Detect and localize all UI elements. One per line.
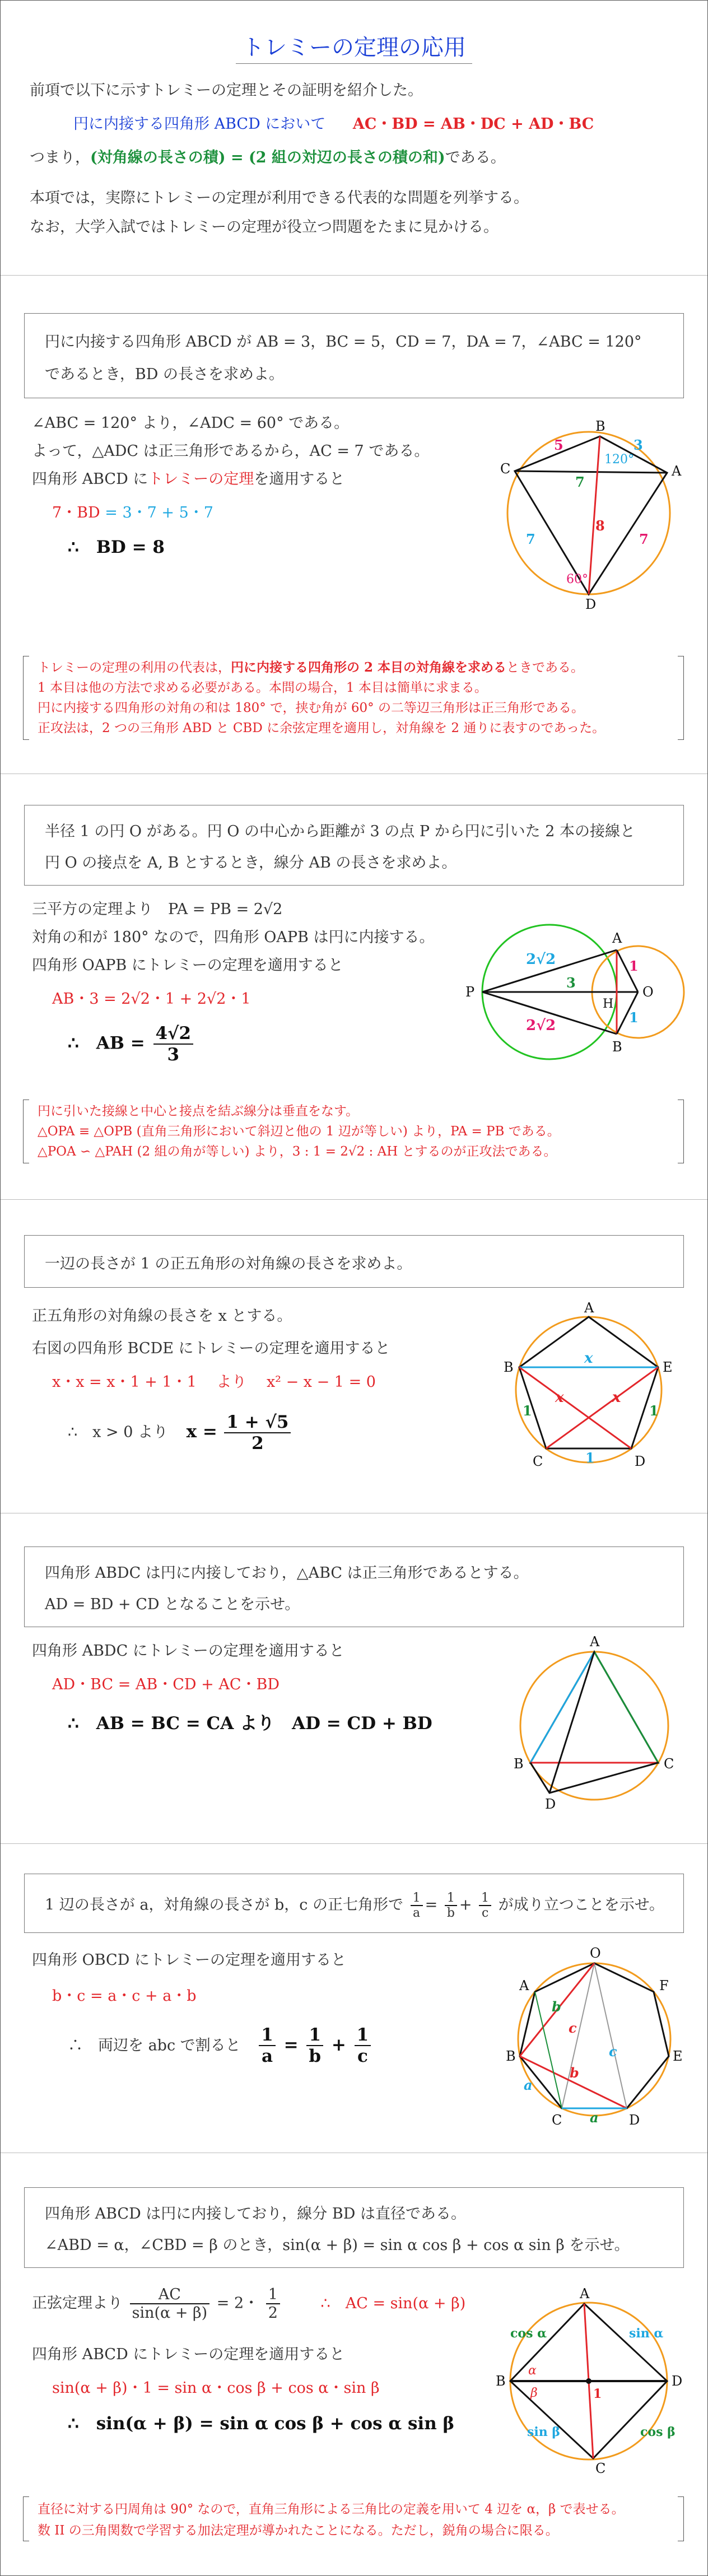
p5-answer-frac-c: $\frac{1}{c}$ [355, 2025, 371, 2066]
p2-note-line3: △POA ∽ △PAH (2 組の角が等しい) より，3 : 1 = 2√2 : AH とするのが正攻法である。 [38, 1144, 557, 1159]
problem2-box [24, 805, 684, 886]
p6-step1-mid: = 2・ [216, 2294, 259, 2312]
p2-answer-num: 4√2 [153, 1023, 194, 1045]
p1-len-ac: 7 [575, 474, 585, 490]
p3-label-x-ce: x [612, 1389, 621, 1406]
p1-step1: ∠ABC = 120° より，∠ADC = 60° である。 [32, 414, 350, 432]
p6-step1-den: sin(α + β) [132, 2304, 208, 2322]
p1-label-d: D [585, 597, 597, 612]
p3-answer-fraction [224, 1412, 291, 1454]
p1-label-c: C [500, 461, 511, 477]
problem1-q2: であるとき，BD の長さを求めよ。 [45, 366, 284, 383]
note-bracket-right [678, 2496, 684, 2541]
p5-equation [52, 1983, 197, 2005]
p6-label-d: D [672, 2373, 683, 2389]
p6-label-alpha: α [528, 2364, 537, 2378]
p1-eq-right: = 3・7 + 5・7 [100, 504, 213, 521]
problem1-q1: 円に内接する四角形 ABCD が AB = 3，BC = 5，CD = 7，DA = 7，∠ABC = 120° [45, 333, 642, 351]
p2-label-b: B [612, 1039, 622, 1055]
p2-answer-den: 3 [167, 1045, 180, 1065]
p3-len-de: 1 [649, 1403, 659, 1419]
p5-len-a2: a [590, 2109, 599, 2126]
p4-label-c: C [664, 1756, 674, 1772]
p5-answer-prefix: ∴ 両辺を abc で割ると [68, 2037, 241, 2055]
p3-label-x-be: x [584, 1350, 593, 1367]
p3-answer-num: 1 + √5 [224, 1412, 291, 1433]
p1-figure [471, 415, 684, 612]
p3-label-b: B [504, 1359, 514, 1375]
p1-len-bd: 8 [595, 518, 605, 534]
p5-label-o: O [590, 1945, 601, 1961]
p6-label-cos-a: cos α [510, 2326, 547, 2341]
p1-len-cd: 7 [526, 531, 535, 547]
p1-label-b: B [595, 418, 605, 434]
p3-equation [52, 1369, 376, 1391]
p6-eq: sin(α + β)・1 = sin α・cos β + cos α・sin β [52, 2379, 380, 2397]
p3-step2: 右図の四角形 BCDE にトレミーの定理を適用すると [32, 1340, 390, 1357]
p1-len-bc: 5 [554, 437, 563, 453]
p5-figure [505, 1944, 690, 2129]
p2-label-a: A [612, 930, 622, 946]
p2-equation [52, 986, 251, 1008]
p4-label-d: D [545, 1796, 556, 1812]
p2-answer-prefix: ∴ AB = [68, 1033, 145, 1054]
problem3-box [24, 1235, 684, 1288]
p4-answer: ∴ AB = BC = CA より AD = CD + BD [68, 1713, 432, 1734]
p1-step3-red: トレミーの定理 [148, 471, 254, 488]
p1-diagonal-ac [515, 471, 667, 473]
p6-label-one: 1 [593, 2387, 602, 2401]
p3-len-cd: 1 [585, 1450, 595, 1466]
p6-center-dot [586, 2378, 591, 2384]
p2-label-h: H [603, 997, 614, 1011]
problem4-box [24, 1546, 684, 1627]
p2-note-line1: 円に引いた接線と中心と接点を結ぶ線分は垂直をなす。 [38, 1104, 359, 1119]
p2-step2: 対角の和が 180° なので，四角形 OAPB は円に内接する。 [32, 929, 435, 946]
p1-len-ab: 3 [634, 437, 643, 453]
p5-q-frac-b: $\frac{1}{b}$ [445, 1891, 457, 1920]
p2-answer-fraction [153, 1023, 194, 1065]
p2-len-oa: 1 [629, 958, 639, 974]
page-title: トレミーの定理の応用 [242, 35, 466, 60]
ptolemy-formula: AC・BD = AB・DC + AD・BC [352, 115, 594, 133]
problem6-q1: 四角形 ABCD は円に内接しており，線分 BD は直径である。 [45, 2205, 466, 2223]
p5-label-b: B [506, 2048, 516, 2064]
problem6-q2: ∠ABD = α，∠CBD = β のとき，sin(α + β) = sin α cos β + cos α sin β を示せ。 [45, 2237, 630, 2254]
p2-note [23, 1100, 684, 1163]
p4-path-bdc [530, 1763, 658, 1793]
p6-label-cos-b: cos β [640, 2425, 676, 2439]
p5-label-c: C [552, 2112, 562, 2128]
p1-label-a: A [672, 463, 682, 479]
p3-answer-prefix: ∴ x > 0 より [68, 1423, 168, 1441]
intro-line5: なお，大学入試ではトレミーの定理が役立つ問題をたまに見かける。 [30, 218, 499, 236]
p3-diagonal-bd [519, 1367, 631, 1448]
problem5-box [24, 1874, 684, 1933]
note-bracket-right [678, 1100, 684, 1163]
intro-line4: 本項では，実際にトレミーの定理が利用できる代表的な問題を列挙する。 [30, 189, 529, 207]
p6-label-beta: β [530, 2386, 538, 2400]
p6-step1-result: ∴ AC = sin(α + β) [320, 2294, 466, 2312]
p6-answer: ∴ sin(α + β) = sin α cos β + cos α sin β [68, 2414, 455, 2434]
problem4-q1: 四角形 ABDC は円に内接しており，△ABC は正三角形であるとする。 [45, 1564, 529, 1582]
p4-triangle [530, 1652, 658, 1763]
separator [1, 1199, 707, 1200]
p1-step3-prefix: 四角形 ABCD に [32, 471, 148, 488]
p1-step2: よって，△ADC は正三角形であるから，AC = 7 である。 [32, 442, 430, 460]
p4-label-a: A [590, 1634, 600, 1650]
p6-label-c: C [595, 2461, 606, 2476]
p6-step1-half: $\frac{1}{2}$ [266, 2286, 280, 2322]
p5-q-frac-a: $\frac{1}{a}$ [411, 1891, 423, 1920]
p1-circle [507, 432, 670, 594]
p6-step1-prefix: 正弦定理より [32, 2294, 123, 2312]
note-bracket-left [23, 2496, 29, 2541]
p1-step3 [32, 467, 344, 488]
p4-equation [52, 1672, 280, 1694]
p2-step3: 四角形 OAPB にトレミーの定理を適用すると [32, 957, 343, 974]
p2-len-po: 3 [566, 975, 576, 991]
p6-note-line1: 直径に対する円周角は 90° なので，直角三角形による三角比の定義を用いて 4 辺を α，β で表せる。 [38, 2502, 625, 2517]
p1-note-line2: 1 本目は他の方法で求める必要がある。本問の場合，1 本目は簡単に求まる。 [38, 681, 487, 695]
p1-note-suffix: ときである。 [506, 660, 584, 675]
p3-answer [68, 1412, 293, 1454]
p6-step2: 四角形 ABCD にトレミーの定理を適用すると [32, 2346, 345, 2363]
problem1-box [24, 313, 684, 398]
p5-len-c2: c [609, 2043, 617, 2060]
p6-label-sin-a: sin α [629, 2326, 664, 2341]
p4-eq: AD・BC = AB・CD + AC・BD [52, 1676, 280, 1693]
problem5-q: 1 辺の長さが a，対角線の長さが b，c の正七角形で $\frac{1}{a}$ = $\frac{1}{b}$ + $\frac{1}{c}$ が成り立つことを示せ。 [45, 1891, 664, 1920]
p2-answer [68, 1023, 195, 1065]
p6-note [23, 2496, 684, 2541]
p4-segment-ad [549, 1652, 594, 1793]
p3-step1: 正五角形の対角線の長さを x とする。 [32, 1307, 292, 1325]
p2-label-o: O [642, 984, 654, 1000]
problem2-q1: 半径 1 の円 O がある。円 O の中心から距離が 3 の点 P から円に引いた 2 本の接線と [45, 823, 635, 840]
p1-note-line3: 円に内接する四角形の対角の和は 180° で，挟む角が 60° の二等辺三角形は正三角形である。 [38, 701, 584, 715]
p6-note-line2: 数 II の三角関数で学習する加法定理が導かれたことになる。ただし，鋭角の場合に限る。 [38, 2523, 558, 2538]
separator [1, 275, 707, 276]
intro-line1: 前項で以下に示すトレミーの定理とその証明を紹介した。 [30, 82, 423, 99]
intro-line2 [73, 111, 594, 133]
p5-diag-od [594, 1963, 627, 2108]
problem4-q2: AD = BD + CD となることを示せ。 [45, 1596, 300, 1613]
p3-label-e: E [663, 1359, 673, 1375]
p3-len-bc: 1 [523, 1403, 532, 1419]
note-bracket-left [23, 1100, 29, 1163]
intro-line3-bold: (対角線の長さの積) = (2 組の対辺の長さの積の和) [90, 149, 445, 166]
p1-len-da: 7 [639, 531, 649, 547]
p5-len-a1: a [524, 2077, 533, 2093]
p6-step1 [32, 2286, 465, 2322]
intro-line3-prefix: つまり， [30, 149, 90, 166]
p3-answer-den: 2 [251, 1433, 264, 1454]
problem6-box [24, 2187, 684, 2268]
p5-answer-formula: $\frac{1}{a}$ = $\frac{1}{b}$ + $\frac{1}{c}$ [257, 2035, 373, 2055]
p3-label-d: D [635, 1454, 646, 1469]
p1-equation [52, 500, 213, 522]
p3-label-c: C [533, 1454, 543, 1469]
p5-answer [68, 2025, 373, 2066]
p1-note-line1 [38, 657, 584, 676]
p4-step1: 四角形 ABDC にトレミーの定理を適用すると [32, 1642, 344, 1660]
intro-line3 [30, 145, 506, 167]
p2-note-line2: △OPA ≡ △OPB (直角三角形において斜辺と他の 1 辺が等しい) より，PA = PB である。 [38, 1124, 560, 1139]
p1-answer: ∴ BD = 8 [68, 537, 165, 557]
p1-note-line4: 正攻法は，2 つの三角形 ABD と CBD に余弦定理を適用し，対角線を 2 通りに表すのであった。 [38, 721, 605, 735]
p2-len-pa: 2√2 [526, 951, 556, 968]
p5-len-c1: c [569, 2020, 577, 2036]
p6-label-sin-b: sin β [527, 2425, 561, 2439]
title-rule [236, 63, 472, 64]
p4-circle [520, 1652, 668, 1800]
p5-len-b1: b [552, 1999, 561, 2015]
p6-figure [493, 2286, 695, 2476]
p5-q-frac-c: $\frac{1}{c}$ [479, 1891, 491, 1920]
p1-step3-suffix: を適用すると [254, 471, 345, 488]
p5-label-d: D [629, 2112, 640, 2128]
p1-note-prefix: トレミーの定理の利用の代表は， [38, 660, 231, 675]
p1-diagonal-bd [589, 436, 600, 594]
p6-label-a: A [580, 2286, 590, 2302]
p5-answer-frac-b: $\frac{1}{b}$ [306, 2025, 323, 2066]
p4-figure [493, 1631, 684, 1821]
p2-eq: AB・3 = 2√2・1 + 2√2・1 [52, 990, 251, 1008]
p6-label-b: B [496, 2373, 506, 2389]
p1-angle-b: 120° [604, 453, 634, 467]
p5-eq: b・c = a・c + a・b [52, 1987, 197, 2005]
p4-side-ab [530, 1652, 594, 1763]
p5-diag-oc [562, 1963, 594, 2108]
p2-label-p: P [465, 984, 475, 1000]
p5-label-e: E [673, 2048, 683, 2064]
problem3-q1: 一辺の長さが 1 の正五角形の対角線の長さを求めよ。 [45, 1255, 412, 1273]
p4-side-ac [594, 1652, 658, 1763]
p3-label-a: A [584, 1300, 594, 1316]
p2-step1: 三平方の定理より PA = PB = 2√2 [32, 901, 283, 918]
separator [1, 1843, 707, 1844]
p5-label-f: F [659, 1978, 669, 1993]
p1-note [23, 656, 684, 740]
p5-len-b2: b [570, 2065, 579, 2081]
p5-answer-frac-a: $\frac{1}{a}$ [259, 2025, 276, 2066]
p6-equation [52, 2375, 380, 2397]
p5-diag-bd [520, 2056, 627, 2108]
p3-label-x-bd: x [555, 1389, 564, 1406]
p5-label-a: A [519, 1978, 529, 1993]
p6-step1-fraction [130, 2286, 210, 2322]
p2-figure [460, 919, 684, 1065]
p6-step1-num: AC [130, 2286, 210, 2304]
p5-q-suffix: が成り立つことを示せ。 [498, 1896, 664, 1914]
p3-figure [493, 1300, 684, 1479]
intro-line3-suffix: である。 [445, 149, 506, 166]
p2-len-pb: 2√2 [526, 1017, 556, 1034]
p1-note-bold: 円に内接する四角形の 2 本目の対角線を求める [231, 660, 507, 675]
p1-eq-left: 7・BD [52, 504, 100, 521]
p3-eq: x・x = x・1 + 1・1 より x² − x − 1 = 0 [52, 1373, 376, 1391]
p5-q-prefix: 1 辺の長さが a，対角線の長さが b，c の正七角形で [45, 1896, 404, 1914]
p1-angle-d: 60° [566, 572, 588, 586]
problem2-q2: 円 O の接点を A, B とするとき，線分 AB の長さを求めよ。 [45, 854, 457, 872]
note-bracket-right [678, 656, 684, 740]
p5-step1: 四角形 OBCD にトレミーの定理を適用すると [32, 1951, 346, 1969]
intro-line2-prefix: 円に内接する四角形 ABCD において [73, 115, 326, 133]
p3-answer-lhs: x = [186, 1421, 217, 1442]
note-bracket-left [23, 656, 29, 740]
p2-len-ob: 1 [629, 1009, 639, 1026]
p3-circle [516, 1317, 662, 1462]
p4-label-b: B [514, 1756, 524, 1772]
p3-diagonal-ce [546, 1367, 658, 1448]
